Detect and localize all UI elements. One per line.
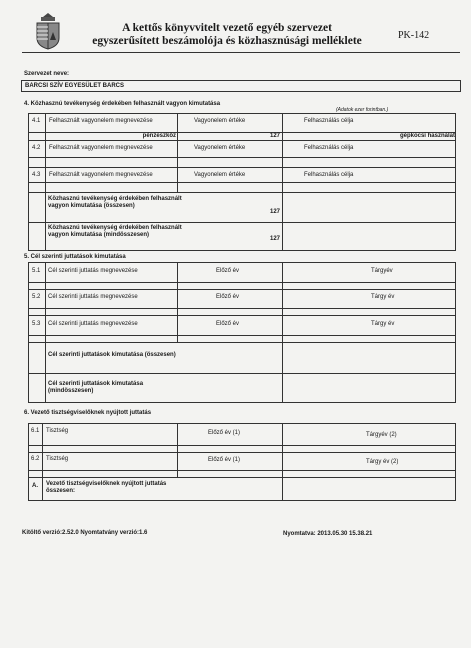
asset-purpose-label: Felhasználás célja — [304, 172, 354, 178]
current-year-label: Tárgy év — [371, 321, 395, 327]
section4-grand-total-label: Közhasznú tevékenység érdekében felhasznált vagyon kimutatása (mindösszesen) — [48, 225, 182, 238]
row-number: 5.3 — [32, 321, 41, 327]
section4-total-value: 127 — [269, 209, 280, 215]
section4-grand-total-value: 127 — [269, 236, 280, 242]
asset-value-label: Vagyonelem értéke — [194, 145, 246, 151]
asset-name-label: Felhasznált vagyonelem megnevezése — [49, 145, 153, 151]
prev-year-label: Előző év — [216, 268, 240, 274]
section5-total-label: Cél szerinti juttatások kimutatása (összesen) — [48, 352, 176, 358]
asset-purpose-label: Felhasználás célja — [304, 118, 354, 124]
benefit-name-label: Cél szerinti juttatás megnevezése — [48, 321, 138, 327]
current-year-label: Tárgyév (2) — [366, 432, 397, 438]
form-code: PK-142 — [398, 30, 430, 41]
row-number: 6.2 — [31, 456, 40, 462]
row-number: 5.1 — [32, 268, 41, 274]
benefit-name-label: Cél szerinti juttatás megnevezése — [48, 268, 138, 274]
version-info: Kitöltő verzió:2.52.0 Nyomtatvány verzió:1.6 — [22, 530, 148, 536]
row-number: 6.1 — [31, 428, 40, 434]
asset-name-label: Felhasznált vagyonelem megnevezése — [49, 172, 153, 178]
org-name-value: BARCSI SZÍV EGYESÜLET BARCS — [25, 83, 125, 89]
row-number: 5.2 — [32, 294, 41, 300]
section4-total-label: Közhasznú tevékenység érdekében felhasznált vagyon kimutatása (összesen) — [48, 196, 182, 209]
prev-year-label: Előző év — [216, 321, 240, 327]
prev-year-label: Előző év (1) — [208, 430, 241, 436]
position-label: Tisztség — [46, 456, 69, 462]
form-title-line1: A kettős könyvvitelt vezető egyéb szervezet — [122, 22, 332, 34]
asset-name-value: pénzeszköz — [142, 133, 176, 139]
prev-year-label: Előző év — [216, 294, 240, 300]
section5-title: 5. Cél szerinti juttatások kimutatása — [24, 254, 126, 260]
row-number: 4.3 — [32, 172, 41, 178]
row-number: A. — [32, 483, 38, 489]
asset-value-value: 127 — [269, 133, 280, 139]
asset-name-label: Felhasznált vagyonelem megnevezése — [49, 118, 153, 124]
current-year-label: Tárgy év — [371, 294, 395, 300]
asset-value-label: Vagyonelem értéke — [194, 118, 246, 124]
section5-grand-total-label: Cél szerinti juttatások kimutatása (mindösszesen) — [48, 381, 144, 394]
row-number: 4.2 — [32, 145, 41, 151]
row-number: 4.1 — [32, 118, 41, 124]
benefit-name-label: Cél szerinti juttatás megnevezése — [48, 294, 138, 300]
prev-year-label: Előző év (1) — [208, 457, 241, 463]
position-label: Tisztség — [46, 428, 69, 434]
section4-unit-note: (Adatok ezer forintban.) — [336, 107, 389, 113]
asset-purpose-value: gépkocsi használat — [399, 133, 455, 139]
asset-purpose-label: Felhasználás célja — [304, 145, 354, 151]
current-year-label: Tárgyév — [371, 268, 393, 274]
section6-title: 6. Vezető tisztségviselőknek nyújtott juttatás — [24, 410, 152, 416]
coat-of-arms-icon — [32, 12, 64, 50]
asset-value-label: Vagyonelem értéke — [194, 172, 246, 178]
form-title-line2: egyszerűsített beszámolója és közhasznúsági melléklete — [92, 35, 362, 47]
current-year-label: Tárgy év (2) — [366, 459, 399, 465]
section4-title: 4. Közhasznú tevékenység érdekében felhasznált vagyon kimutatása — [24, 101, 221, 107]
org-name-label: Szervezet neve: — [24, 71, 70, 77]
section6-total-label: Vezető tisztségviselőknek nyújtott juttatás összesen: — [46, 481, 167, 494]
print-timestamp: Nyomtatva: 2013.05.30 15.38.21 — [283, 531, 373, 537]
